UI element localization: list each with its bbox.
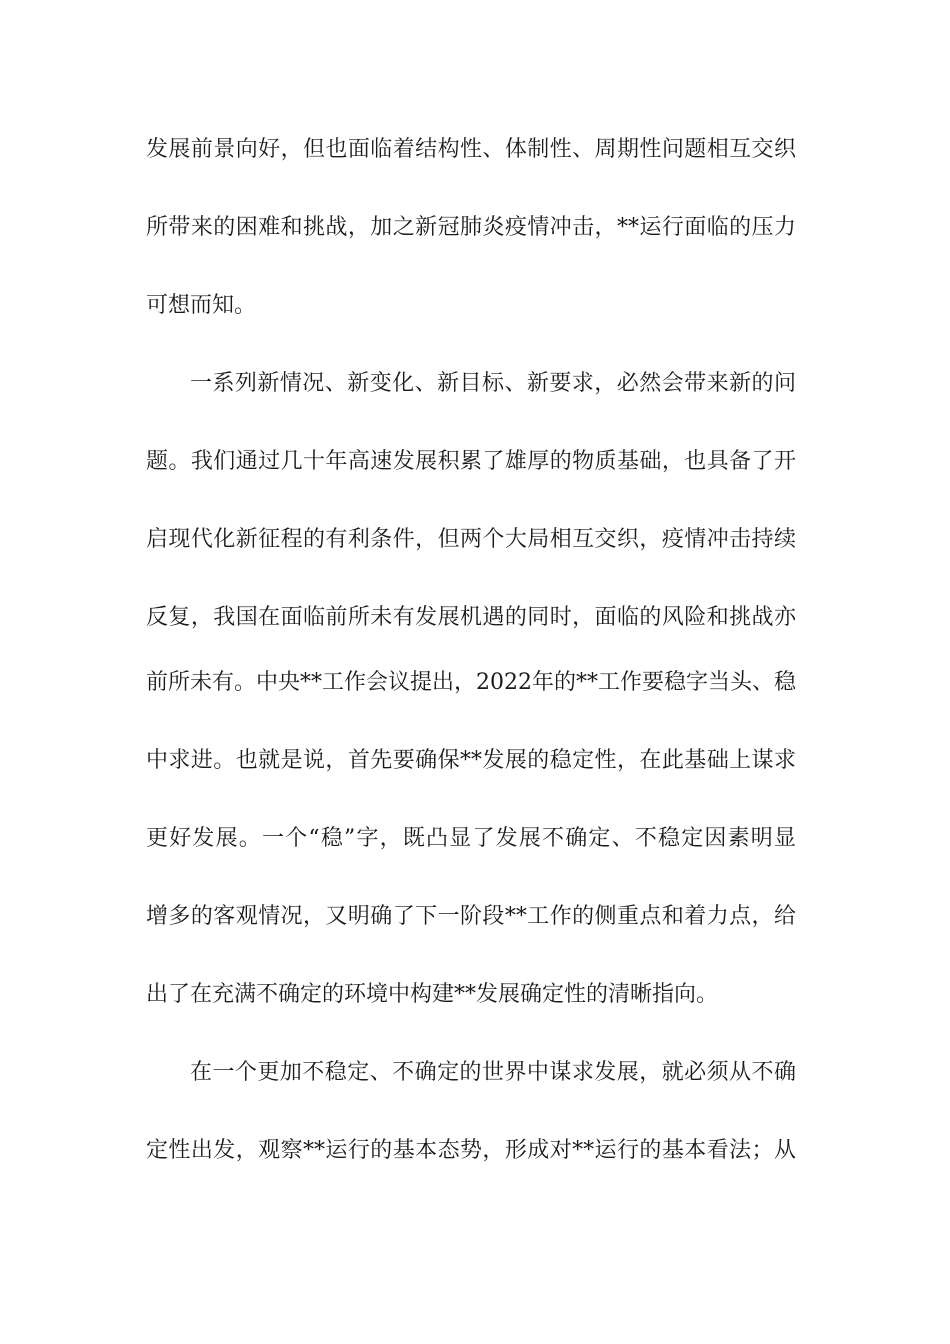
text-line: 增多的客观情况，又明确了下一阶段**工作的侧重点和着力点，给 <box>146 904 796 929</box>
text-line: 前所未有。中央**工作会议提出，2022年的**工作要稳字当头、稳 <box>146 670 796 695</box>
text-line: 在一个更加不稳定、不确定的世界中谋求发展，就必须从不确 <box>190 1060 796 1085</box>
text-line: 中求进。也就是说，首先要确保**发展的稳定性，在此基础上谋求 <box>146 748 796 773</box>
text-line: 发展前景向好，但也面临着结构性、体制性、周期性问题相互交织 <box>146 137 796 162</box>
text-line: 定性出发，观察**运行的基本态势，形成对**运行的基本看法；从 <box>146 1138 796 1163</box>
text-line: 反复，我国在面临前所未有发展机遇的同时，面临的风险和挑战亦 <box>146 605 796 630</box>
text-line: 出了在充满不确定的环境中构建**发展确定性的清晰指向。 <box>146 982 719 1007</box>
text-line: 所带来的困难和挑战，加之新冠肺炎疫情冲击，**运行面临的压力 <box>146 215 796 240</box>
text-line: 题。我们通过几十年高速发展积累了雄厚的物质基础，也具备了开 <box>146 449 796 474</box>
text-line: 可想而知。 <box>146 293 257 318</box>
text-line: 启现代化新征程的有利条件，但两个大局相互交织，疫情冲击持续 <box>146 527 796 552</box>
text-line: 更好发展。一个“稳”字，既凸显了发展不确定、不稳定因素明显 <box>146 826 796 851</box>
text-line: 一系列新情况、新变化、新目标、新要求，必然会带来新的问 <box>190 371 796 396</box>
